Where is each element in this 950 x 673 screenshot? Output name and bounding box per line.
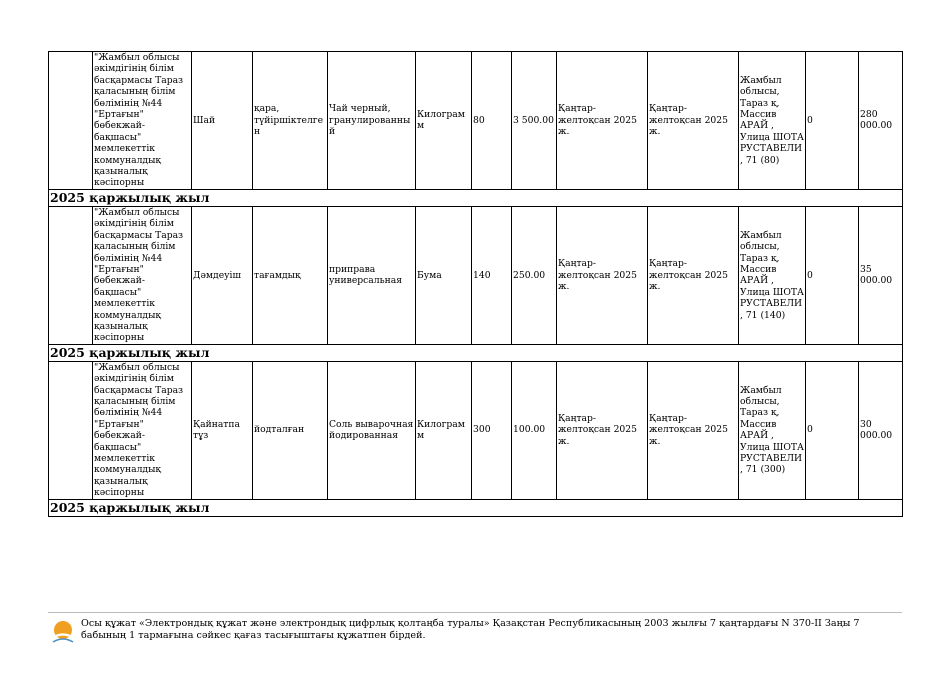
year-label: 2025 қаржылық жыл — [49, 499, 903, 516]
price-cell: 3 500.00 — [512, 52, 557, 190]
period-cell: Қаңтар-желтоқсан 2025 ж. — [557, 361, 648, 499]
period-cell-2: Қаңтар-желтоқсан 2025 ж. — [648, 361, 739, 499]
name-cell: Дәмдеуіш — [192, 206, 253, 344]
advance-cell: 0 — [806, 206, 859, 344]
description-cell: Соль выварочная йодированная — [328, 361, 416, 499]
characteristic-cell: йодталған — [253, 361, 328, 499]
index-cell — [49, 52, 93, 190]
year-label: 2025 қаржылық жыл — [49, 344, 903, 361]
customer-cell: "Жамбыл облысы әкімдігінің білім басқармасы Тараз қаласының білім бөлімінің №44 "Ертағын" бөбекжай-бақшасы" мемлекеттік коммуналдық қазыналық кәсіпорны — [93, 361, 192, 499]
place-cell: Жамбыл облысы, Тараз қ, Массив АРАЙ , Улица ШОТА РУСТАВЕЛИ, 71 (140) — [739, 206, 806, 344]
customer-cell: "Жамбыл облысы әкімдігінің білім басқармасы Тараз қаласының білім бөлімінің №44 "Ертағын" бөбекжай-бақшасы" мемлекеттік коммуналдық қазыналық кәсіпорны — [93, 206, 192, 344]
year-row — [49, 344, 903, 361]
price-cell: 250.00 — [512, 206, 557, 344]
table-row — [49, 206, 903, 344]
place-cell: Жамбыл облысы, Тараз қ, Массив АРАЙ , Улица ШОТА РУСТАВЕЛИ, 71 (80) — [739, 52, 806, 190]
customer-cell: "Жамбыл облысы әкімдігінің білім басқармасы Тараз қаласының білім бөлімінің №44 "Ертағын" бөбекжай-бақшасы" мемлекеттік коммуналдық қазыналық кәсіпорны — [93, 52, 192, 190]
year-row — [49, 499, 903, 516]
year-row — [49, 189, 903, 206]
period-cell: Қаңтар-желтоқсан 2025 ж. — [557, 52, 648, 190]
characteristic-cell: тағамдық — [253, 206, 328, 344]
characteristic-cell: қара, түйіршіктелген — [253, 52, 328, 190]
quantity-cell: 300 — [472, 361, 512, 499]
name-cell: Қайнатпа тұз — [192, 361, 253, 499]
unit-cell: Килограмм — [416, 52, 472, 190]
price-cell: 100.00 — [512, 361, 557, 499]
quantity-cell: 140 — [472, 206, 512, 344]
advance-cell: 0 — [806, 361, 859, 499]
period-cell-2: Қаңтар-желтоқсан 2025 ж. — [648, 52, 739, 190]
sum-cell: 280 000.00 — [859, 52, 903, 190]
sum-cell: 30 000.00 — [859, 361, 903, 499]
index-cell — [49, 206, 93, 344]
unit-cell: Килограмм — [416, 361, 472, 499]
place-cell: Жамбыл облысы, Тараз қ, Массив АРАЙ , Улица ШОТА РУСТАВЕЛИ, 71 (300) — [739, 361, 806, 499]
index-cell — [49, 361, 93, 499]
footer-notice: Осы құжат «Электрондық құжат және электрондық цифрлық қолтаңба туралы» Қазақстан Республикасының 2003 жылғы 7 қаңтардағы N 370-II Заңы 7 бабының 1 тармағына сәйкес қағаз тасығыштағы құжатпен бірдей. — [81, 618, 860, 641]
year-label: 2025 қаржылық жыл — [49, 189, 903, 206]
table-row — [49, 52, 903, 190]
period-cell: Қаңтар-желтоқсан 2025 ж. — [557, 206, 648, 344]
quantity-cell: 80 — [472, 52, 512, 190]
footer — [48, 612, 902, 641]
sum-cell: 35 000.00 — [859, 206, 903, 344]
unit-cell: Бума — [416, 206, 472, 344]
name-cell: Шай — [192, 52, 253, 190]
advance-cell: 0 — [806, 52, 859, 190]
description-cell: приправа универсальная — [328, 206, 416, 344]
period-cell-2: Қаңтар-желтоқсан 2025 ж. — [648, 206, 739, 344]
egov-logo-icon — [50, 619, 76, 645]
table-row — [49, 361, 903, 499]
procurement-table — [48, 51, 903, 517]
description-cell: Чай черный, гранулированный — [328, 52, 416, 190]
